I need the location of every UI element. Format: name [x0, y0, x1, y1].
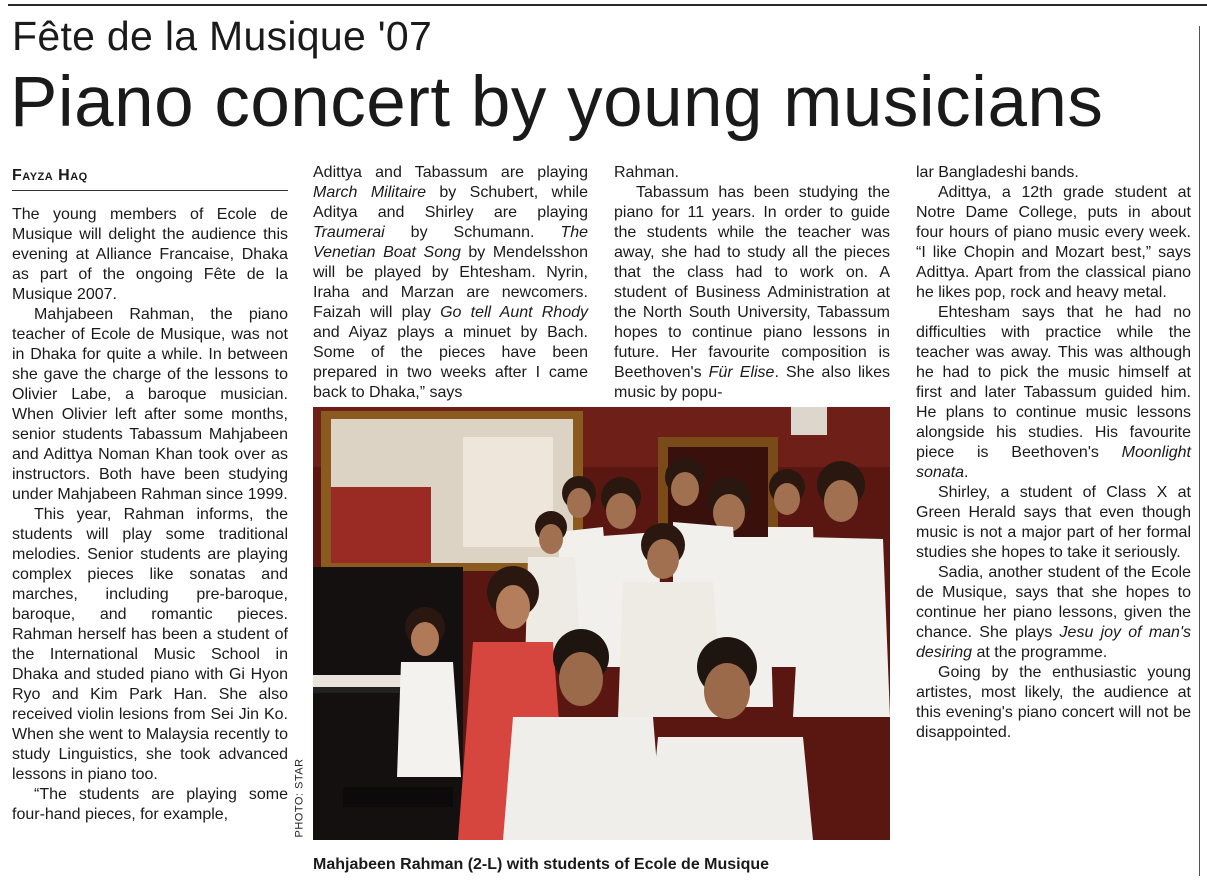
column-rule-right — [1199, 26, 1200, 876]
paragraph: Sadia, another student of the Ecole de Musique, says that she hopes to continue her piano lessons, given the chance. She plays Jesu joy of man's desiring at the programme. — [916, 564, 1191, 661]
byline: Fayza Haq — [12, 167, 288, 191]
paragraph: Tabassum has been studying the piano for 11 years. In order to guide the students while the teacher was away, she had to study all the pieces that the class had to work on. A student of Business Administration at the North South University, Tabassum hopes to continue piano lessons in future. Her favourite composition is Beethoven's Für Elise. She also likes music by popu- — [614, 184, 891, 401]
kicker: Fête de la Musique '07 — [12, 13, 433, 59]
paragraph: This year, Rahman informs, the students will play some traditional melodies. Senior students are playing complex pieces like sonatas and marches, including pre-baroque, baroque, and romantic pieces. Rahman herself has been a student of the International Music School in Dhaka and studed piano with Gi Hyon Ryo and Kim Park Han. She also received violin lesions from Sei Jin Ko. When she went to Malaysia recently to study Linguistics, she took advanced lessons in piano too. — [12, 506, 288, 783]
photo-credit: PHOTO: STAR — [293, 758, 306, 838]
column-2 — [313, 163, 588, 403]
paragraph: The young members of Ecole de Musique will delight the audience this evening at Alliance Francaise, Dhaka as part of the ongoing Fête de la Musique 2007. — [12, 206, 288, 303]
column-1 — [12, 205, 288, 825]
paragraph: Rahman. — [614, 164, 679, 181]
top-rule — [8, 4, 1207, 6]
paragraph: Mahjabeen Rahman, the piano teacher of Ecole de Musique, was not in Dhaka for quite a while. In between she gave the charge of the lessons to Olivier Labe, a baroque musician. When Olivier left after some months, senior students Tabassum Mahjabeen and Adittya Noman Khan took over as instructors. Both have been studying under Mahjabeen Rahman since 1999. — [12, 306, 288, 503]
headline: Piano concert by young musicians — [10, 63, 1104, 142]
column-4 — [916, 163, 1191, 743]
paragraph: “The students are playing some four-hand pieces, for example, — [12, 786, 288, 823]
paragraph: Ehtesham says that he had no difficulties with practice while the teacher was away. This was although he had to pick the music himself at first and later Tabassum guided him. He plans to continue music lessons alongside his studies. His favourite piece is Beethoven's Moonlight sonata. — [916, 304, 1191, 481]
column-3 — [614, 163, 890, 403]
group-photo — [313, 407, 890, 840]
paragraph: Shirley, a student of Class X at Green Herald says that even though music is not a major part of her formal studies she hopes to take it seriously. — [916, 484, 1191, 561]
paragraph: Adittya and Tabassum are playing March Militaire by Schubert, while Aditya and Shirley are playing Traumerai by Schumann. The Venetian Boat Song by Mendelsshon will be played by Ehtesham. Nyrin, Iraha and Marzan are newcomers. Faizah will play Go tell Aunt Rhody and Aiyaz plays a minuet by Bach. Some of the pieces have been prepared in two weeks after I came back to Dhaka,” says — [313, 164, 588, 401]
paragraph: Going by the enthusiastic young artistes, most likely, the audience at this evening's piano concert will not be disappointed. — [916, 664, 1191, 741]
paragraph: lar Bangladeshi bands. — [916, 164, 1079, 181]
paragraph: Adittya, a 12th grade student at Notre Dame College, puts in about four hours of piano music every week. “I like Chopin and Mozart best,” says Adittya. Apart from the classical piano he likes pop, rock and heavy metal. — [916, 184, 1191, 301]
photo-caption: Mahjabeen Rahman (2-L) with students of Ecole de Musique — [313, 856, 770, 873]
